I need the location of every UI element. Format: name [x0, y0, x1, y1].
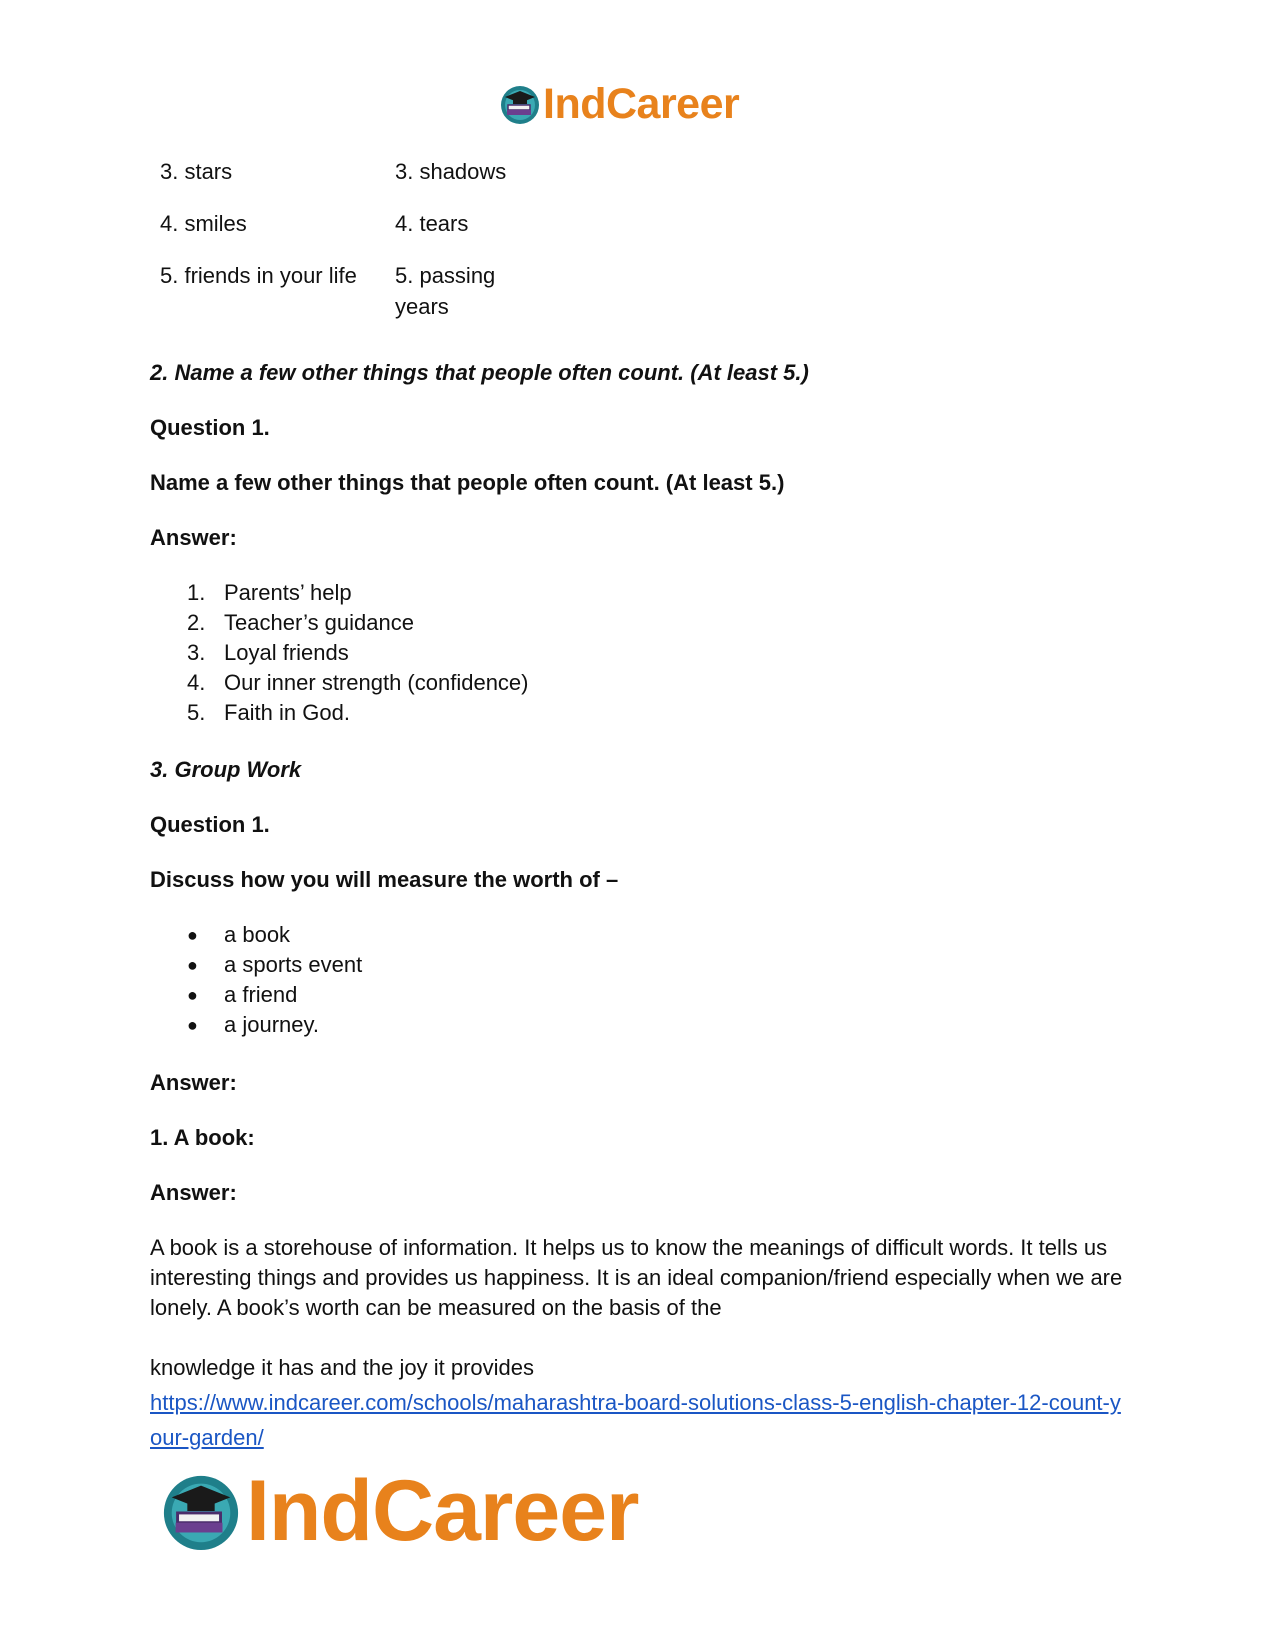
graduation-book-icon [499, 83, 541, 125]
table-cell-left-3: 3. stars [160, 159, 233, 184]
list-item: Faith in God. [224, 700, 350, 725]
table-cell-right-3: 3. shadows [395, 159, 507, 184]
section-3-heading: 3. Group Work [150, 757, 302, 782]
bullet-icon: ● [187, 955, 198, 975]
bullet-item: a journey. [224, 1012, 319, 1037]
section-2-heading: 2. Name a few other things that people often count. (At least 5.) [150, 360, 809, 385]
question-label: Question 1. [150, 812, 270, 837]
list-item-number: 3. [187, 640, 206, 665]
sub-answer-label: Answer: [150, 1180, 237, 1205]
logo-wordmark: IndCareer [246, 1462, 639, 1559]
table-cell-left-5: 5. friends in your life [160, 263, 357, 288]
answer-label: Answer: [150, 525, 237, 550]
logo-wordmark: IndCareer [543, 79, 740, 128]
bullet-icon: ● [187, 985, 198, 1005]
bullet-icon: ● [187, 925, 198, 945]
table-cell-right-4: 4. tears [395, 211, 469, 236]
list-item-number: 4. [187, 670, 206, 695]
answer-continuation: knowledge it has and the joy it provides [150, 1355, 535, 1380]
answer-label: Answer: [150, 1070, 237, 1095]
bullet-item: a friend [224, 982, 298, 1007]
header-logo [499, 80, 739, 128]
list-item: Our inner strength (confidence) [224, 670, 529, 695]
sub-heading: 1. A book: [150, 1125, 255, 1150]
table-cell-right-5-line2: years [395, 294, 449, 319]
table-cell-left-4: 4. smiles [160, 211, 247, 236]
answer-paragraph: A book is a storehouse of information. It helps us to know the meanings of difficult words. It tells us interesting things and provides us happiness. It is an ideal companion/friend especially when we are lonely. A book’s worth can be measured on the basis of the [150, 1235, 1123, 1320]
list-item-number: 2. [187, 610, 206, 635]
question-label: Question 1. [150, 415, 270, 440]
footer-logo [160, 1462, 639, 1559]
list-item-number: 5. [187, 700, 206, 725]
list-item: Loyal friends [224, 640, 349, 665]
question-text: Name a few other things that people often count. (At least 5.) [150, 470, 785, 495]
list-item: Teacher’s guidance [224, 610, 414, 635]
graduation-book-icon [160, 1470, 242, 1552]
source-link[interactable]: https://www.indcareer.com/schools/maharashtra-board-solutions-class-5-english-chapter-12-count-your-garden/ [150, 1390, 1121, 1450]
question-text: Discuss how you will measure the worth of – [150, 867, 619, 892]
bullet-item: a book [224, 922, 291, 947]
bullet-item: a sports event [224, 952, 363, 977]
list-item: Parents’ help [224, 580, 352, 605]
bullet-icon: ● [187, 1015, 198, 1035]
list-item-number: 1. [187, 580, 206, 605]
table-cell-right-5-line1: 5. passing [395, 263, 496, 288]
